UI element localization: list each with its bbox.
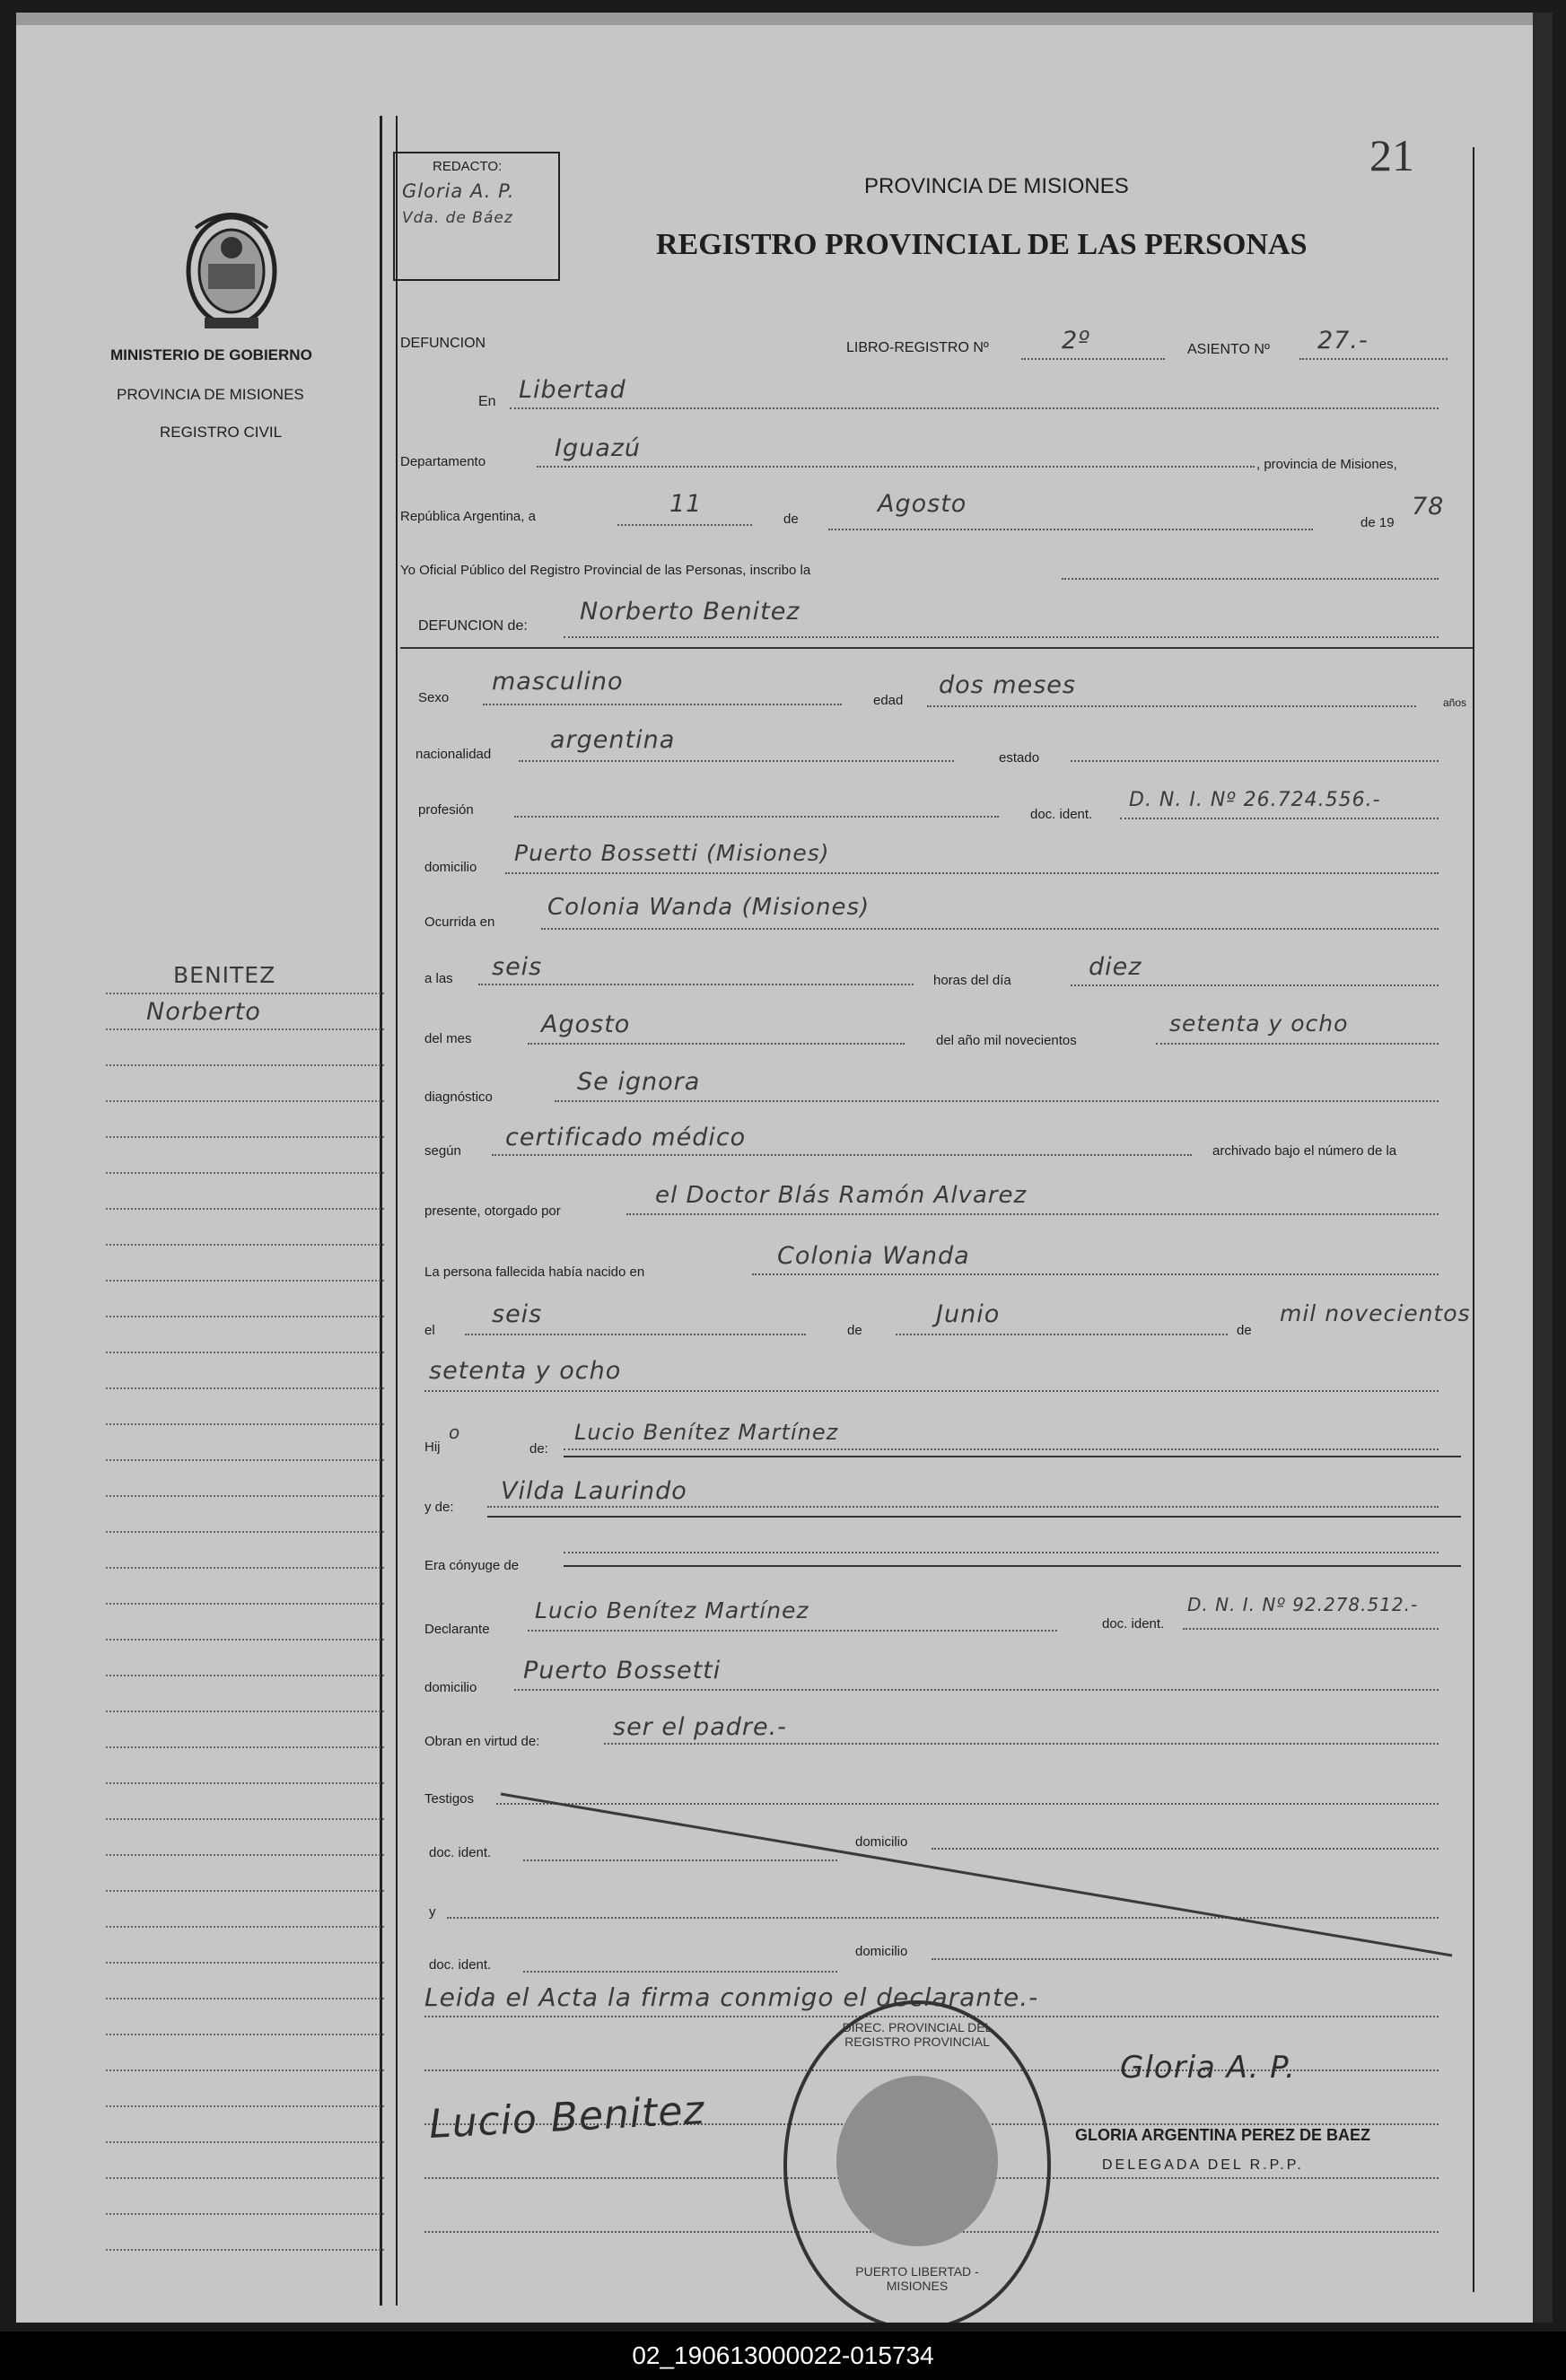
redacto-name-2: Vda. de Báez — [402, 209, 513, 227]
a-las-value: seis — [492, 953, 543, 981]
estado-label: estado — [999, 750, 1040, 766]
declarante-value: Lucio Benítez Martínez — [535, 1597, 809, 1623]
deceased-name: Norberto Benitez — [580, 598, 800, 626]
closing-text: Leida el Acta la firma conmigo el declarante.- — [424, 1982, 1039, 2012]
obran-value: ser el padre.- — [613, 1713, 787, 1741]
y-de-label: y de: — [424, 1500, 454, 1515]
nacido-value: Colonia Wanda — [777, 1242, 970, 1270]
province-label: PROVINCIA DE MISIONES — [117, 386, 304, 403]
del-anio-label: del año mil novecientos — [936, 1033, 1077, 1048]
decl-domicilio-value: Puerto Bossetti — [523, 1657, 722, 1684]
stamp-top-text: DIREC. PROVINCIAL DEL REGISTRO PROVINCIAL — [842, 2020, 993, 2049]
declarante-doc-value: D. N. I. Nº 92.278.512.- — [1187, 1594, 1419, 1615]
official-stamp — [783, 2000, 1051, 2323]
asiento-label: ASIENTO Nº — [1187, 342, 1270, 357]
birth-day-value: seis — [492, 1300, 543, 1328]
decl-domicilio-label: domicilio — [424, 1680, 477, 1695]
margin-rule — [380, 116, 382, 2306]
redacto-box — [393, 152, 560, 281]
birth-month-value: Junio — [936, 1300, 1001, 1328]
republica-label: República Argentina, a — [400, 509, 536, 524]
day-value: 11 — [669, 490, 703, 518]
official-name: GLORIA ARGENTINA PEREZ DE BAEZ — [1075, 2126, 1371, 2144]
de-label-2: de — [847, 1323, 862, 1338]
page-title: REGISTRO PROVINCIAL DE LAS PERSONAS — [656, 228, 1308, 261]
doc-ident-value: D. N. I. Nº 26.724.556.- — [1129, 789, 1381, 811]
nacionalidad-label: nacionalidad — [416, 747, 492, 762]
oficial-text: Yo Oficial Público del Registro Provincial de las Personas, inscribo la — [400, 563, 811, 578]
year-value: 78 — [1412, 493, 1445, 521]
de-label: de — [783, 512, 799, 527]
dia-value: diez — [1089, 953, 1142, 981]
official-signature: Gloria A. P. — [1120, 2050, 1296, 2086]
cancel-stroke — [492, 1785, 1461, 1964]
departamento-label: Departamento — [400, 454, 486, 469]
registry-label: REGISTRO CIVIL — [160, 424, 283, 441]
conyuge-label: Era cónyuge de — [424, 1558, 520, 1573]
archivado-label: archivado bajo el número de la — [1212, 1143, 1397, 1159]
year-prefix: de 19 — [1360, 515, 1395, 530]
provincia-suffix: , provincia de Misiones, — [1256, 457, 1397, 472]
presente-value: el Doctor Blás Ramón Alvarez — [655, 1182, 1028, 1209]
sexo-label: Sexo — [418, 690, 450, 705]
sexo-value: masculino — [492, 668, 624, 696]
margin-given-name: Norberto — [146, 998, 261, 1026]
ministry-label: MINISTERIO DE GOBIERNO — [110, 346, 312, 363]
image-id-footer: 02_190613000022-015734 — [0, 2332, 1566, 2380]
libro-value: 2º — [1062, 327, 1090, 354]
horas-label: horas del día — [933, 973, 1011, 988]
nacionalidad-value: argentina — [550, 726, 676, 754]
a-las-label: a las — [424, 971, 453, 986]
month-value: Agosto — [878, 490, 967, 518]
defuncion-de-label: DEFUNCION de: — [418, 618, 528, 634]
diagnostico-value: Se ignora — [577, 1068, 701, 1096]
en-label: En — [478, 394, 496, 409]
right-rule — [1473, 147, 1474, 2292]
segun-label: según — [424, 1143, 461, 1159]
page-number: 21 — [1369, 130, 1414, 180]
edad-value: dos meses — [939, 671, 1076, 699]
birth-year-value-2: setenta y ocho — [429, 1357, 622, 1385]
mother-name: Vilda Laurindo — [501, 1477, 687, 1505]
margin-rule-inner — [396, 116, 398, 2306]
page-right-edge — [1533, 13, 1553, 2323]
doc-ident-label: doc. ident. — [1030, 807, 1093, 822]
province-heading: PROVINCIA DE MISIONES — [864, 174, 1129, 198]
profesion-label: profesión — [418, 802, 474, 818]
redacto-label: REDACTO: — [433, 159, 503, 174]
hijo-label: Hij — [424, 1439, 441, 1455]
birth-year-value-1: mil novecientos — [1280, 1300, 1471, 1326]
departamento-value: Iguazú — [555, 434, 642, 462]
coat-of-arms-icon — [178, 201, 285, 336]
margin-surname: BENITEZ — [173, 962, 276, 988]
en-value: Libertad — [519, 376, 626, 404]
declarant-signature: Lucio Benitez — [427, 2087, 706, 2148]
hijo-de-label: de: — [529, 1441, 548, 1457]
domicilio-label: domicilio — [424, 860, 477, 875]
record-type: DEFUNCION — [400, 336, 486, 351]
presente-label: presente, otorgado por — [424, 1203, 561, 1219]
declarante-label: Declarante — [424, 1622, 490, 1637]
nacido-label: La persona fallecida había nacido en — [424, 1264, 645, 1280]
hijo-value: o — [449, 1422, 461, 1443]
page-top-edge — [16, 13, 1553, 25]
stamp-bottom-text: PUERTO LIBERTAD - MISIONES — [855, 2264, 979, 2293]
ocurrida-label: Ocurrida en — [424, 914, 495, 930]
father-name: Lucio Benítez Martínez — [574, 1420, 839, 1445]
asiento-value: 27.- — [1317, 327, 1369, 354]
ocurrida-value: Colonia Wanda (Misiones) — [547, 894, 870, 921]
testigo-doc-label-2: doc. ident. — [429, 1957, 492, 1973]
del-anio-value: setenta y ocho — [1169, 1011, 1349, 1037]
domicilio-value: Puerto Bossetti (Misiones) — [514, 840, 830, 866]
declarante-doc-label: doc. ident. — [1102, 1616, 1165, 1632]
anos-label: años — [1443, 696, 1467, 709]
el-label: el — [424, 1323, 435, 1338]
diagnostico-label: diagnóstico — [424, 1089, 493, 1105]
testigo-domicilio-label-1: domicilio — [855, 1834, 908, 1850]
libro-label: LIBRO-REGISTRO Nº — [846, 340, 989, 355]
y-label: y — [429, 1904, 436, 1920]
edad-label: edad — [873, 693, 904, 708]
testigo-domicilio-label-2: domicilio — [855, 1944, 908, 1959]
de-label-3: de — [1237, 1323, 1252, 1338]
testigos-label: Testigos — [424, 1791, 475, 1807]
del-mes-value: Agosto — [541, 1011, 631, 1038]
redacto-name-1: Gloria A. P. — [402, 180, 515, 202]
official-role: DELEGADA DEL R.P.P. — [1102, 2157, 1304, 2173]
segun-value: certificado médico — [505, 1124, 747, 1151]
del-mes-label: del mes — [424, 1031, 472, 1046]
testigo-doc-label-1: doc. ident. — [429, 1845, 492, 1860]
register-page — [16, 13, 1553, 2323]
obran-label: Obran en virtud de: — [424, 1734, 540, 1749]
